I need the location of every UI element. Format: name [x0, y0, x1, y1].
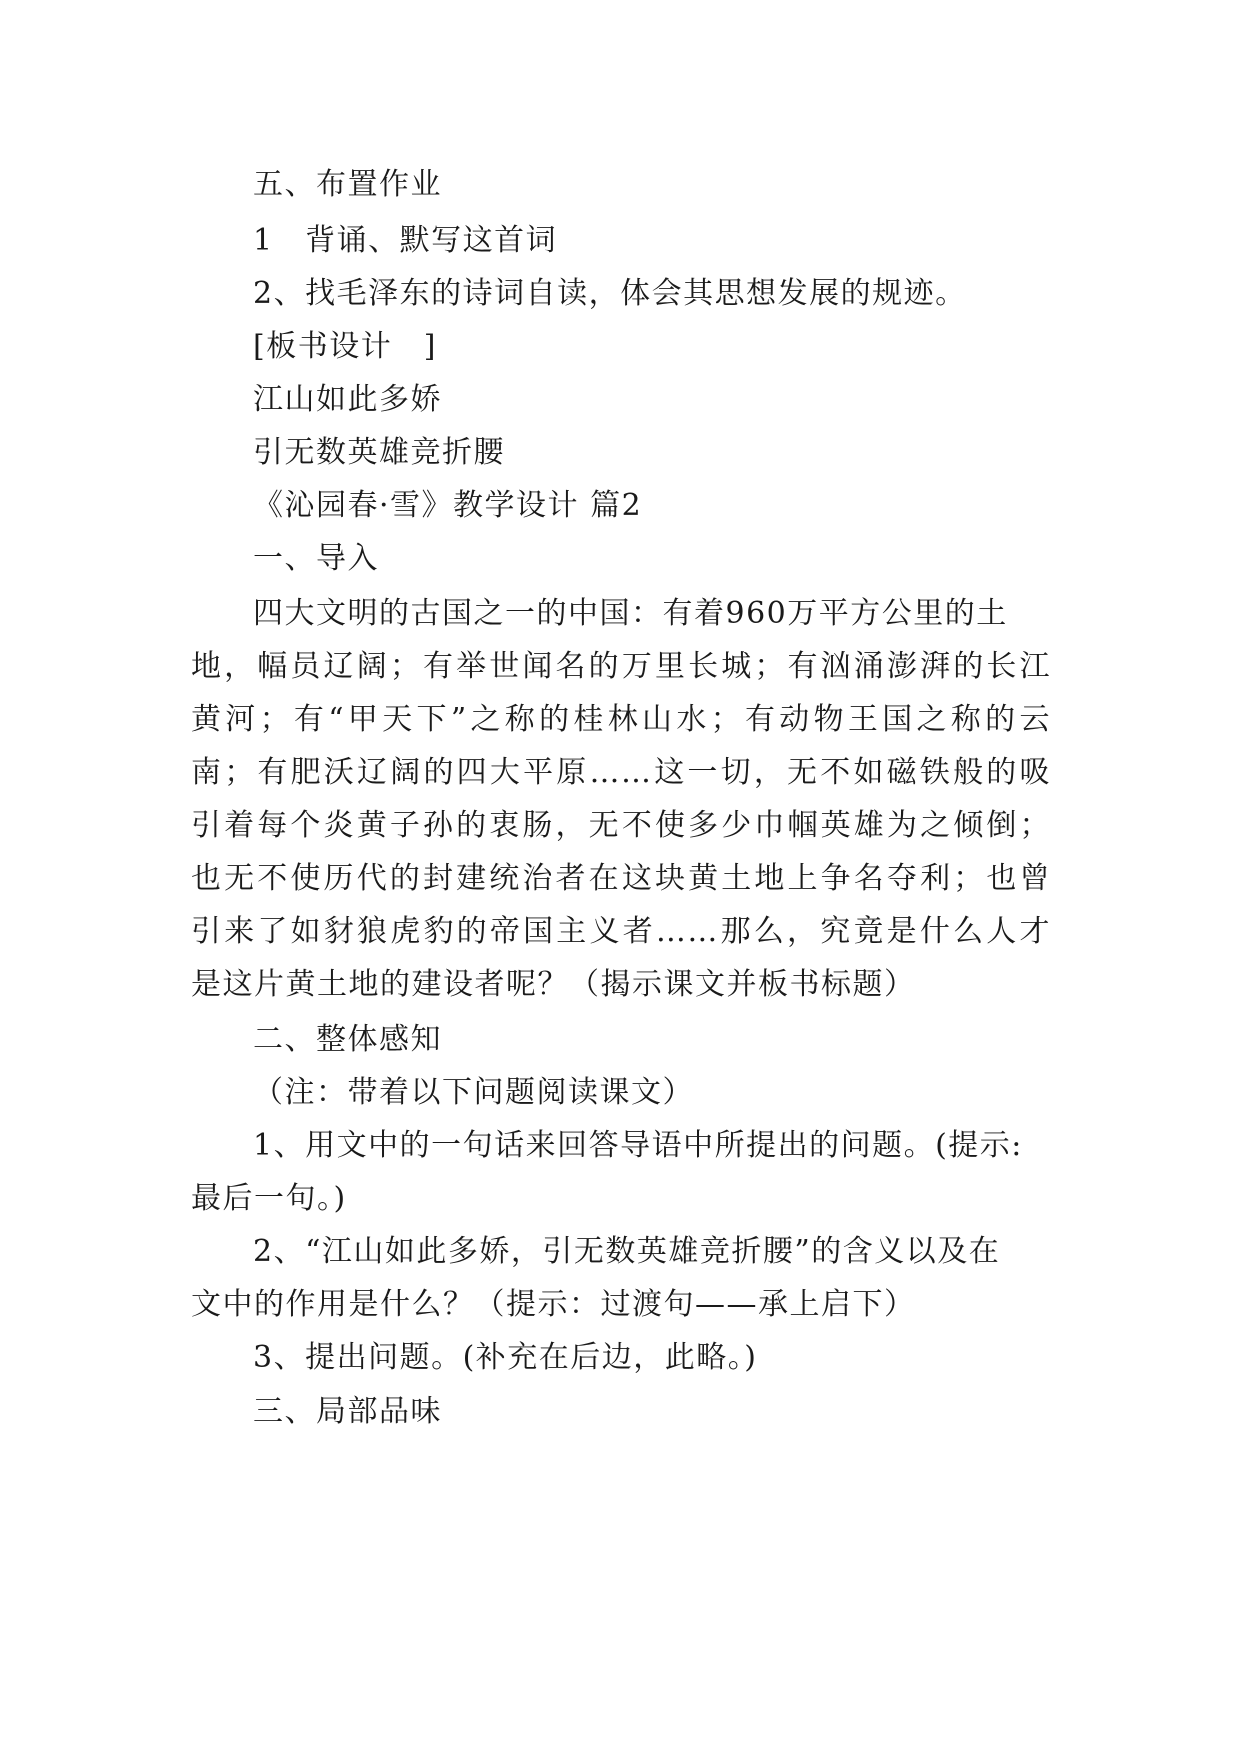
board-design-line-1: 江山如此多娇 [253, 382, 442, 417]
paragraph-line: 南；有肥沃辽阔的四大平原……这一切，无不如磁铁般的吸 [191, 755, 1051, 790]
paragraph-line: 也无不使历代的封建统治者在这块黄土地上争名夺利；也曾 [191, 861, 1051, 896]
paragraph-line: 四大文明的古国之一的中国：有着960万平方公里的土 [253, 596, 1008, 631]
question-1: 1、用文中的一句话来回答导语中所提出的问题。(提示: [253, 1128, 1023, 1163]
section-heading-local: 三、局部品味 [253, 1394, 442, 1429]
question-2: 2、“江山如此多娇，引无数英雄竞折腰”的含义以及在 [253, 1234, 1001, 1269]
paragraph-line: 引来了如豺狼虎豹的帝国主义者……那么，究竟是什么人才 [191, 914, 1051, 949]
lesson-title: 《沁园春·雪》教学设计 篇2 [253, 488, 643, 523]
homework-item-1: 1 背诵、默写这首词 [253, 223, 558, 258]
section-heading-intro: 一、导入 [253, 541, 379, 576]
paragraph-line: 黄河；有“甲天下”之称的桂林山水；有动物王国之称的云 [191, 702, 1051, 737]
paragraph-line: 是这片黄土地的建设者呢？（揭示课文并板书标题） [191, 967, 916, 1002]
section-heading-homework: 五、布置作业 [253, 167, 442, 202]
question-1-continued: 最后一句。) [191, 1181, 347, 1216]
section-heading-overall: 二、整体感知 [253, 1022, 442, 1057]
board-design-line-2: 引无数英雄竞折腰 [253, 435, 505, 470]
paragraph-line: 引着每个炎黄子孙的衷肠，无不使多少巾帼英雄为之倾倒； [191, 808, 1051, 843]
note-line: （注：带着以下问题阅读课文） [253, 1075, 694, 1110]
homework-item-2: 2、找毛泽东的诗词自读，体会其思想发展的规迹。 [253, 276, 967, 311]
paragraph-line: 地，幅员辽阔；有举世闻名的万里长城；有汹涌澎湃的长江 [191, 649, 1051, 684]
board-design-label: [板书设计 ] [253, 329, 437, 364]
question-3: 3、提出问题。(补充在后边，此略。) [253, 1340, 758, 1375]
question-2-continued: 文中的作用是什么？（提示：过渡句——承上启下） [191, 1287, 916, 1322]
